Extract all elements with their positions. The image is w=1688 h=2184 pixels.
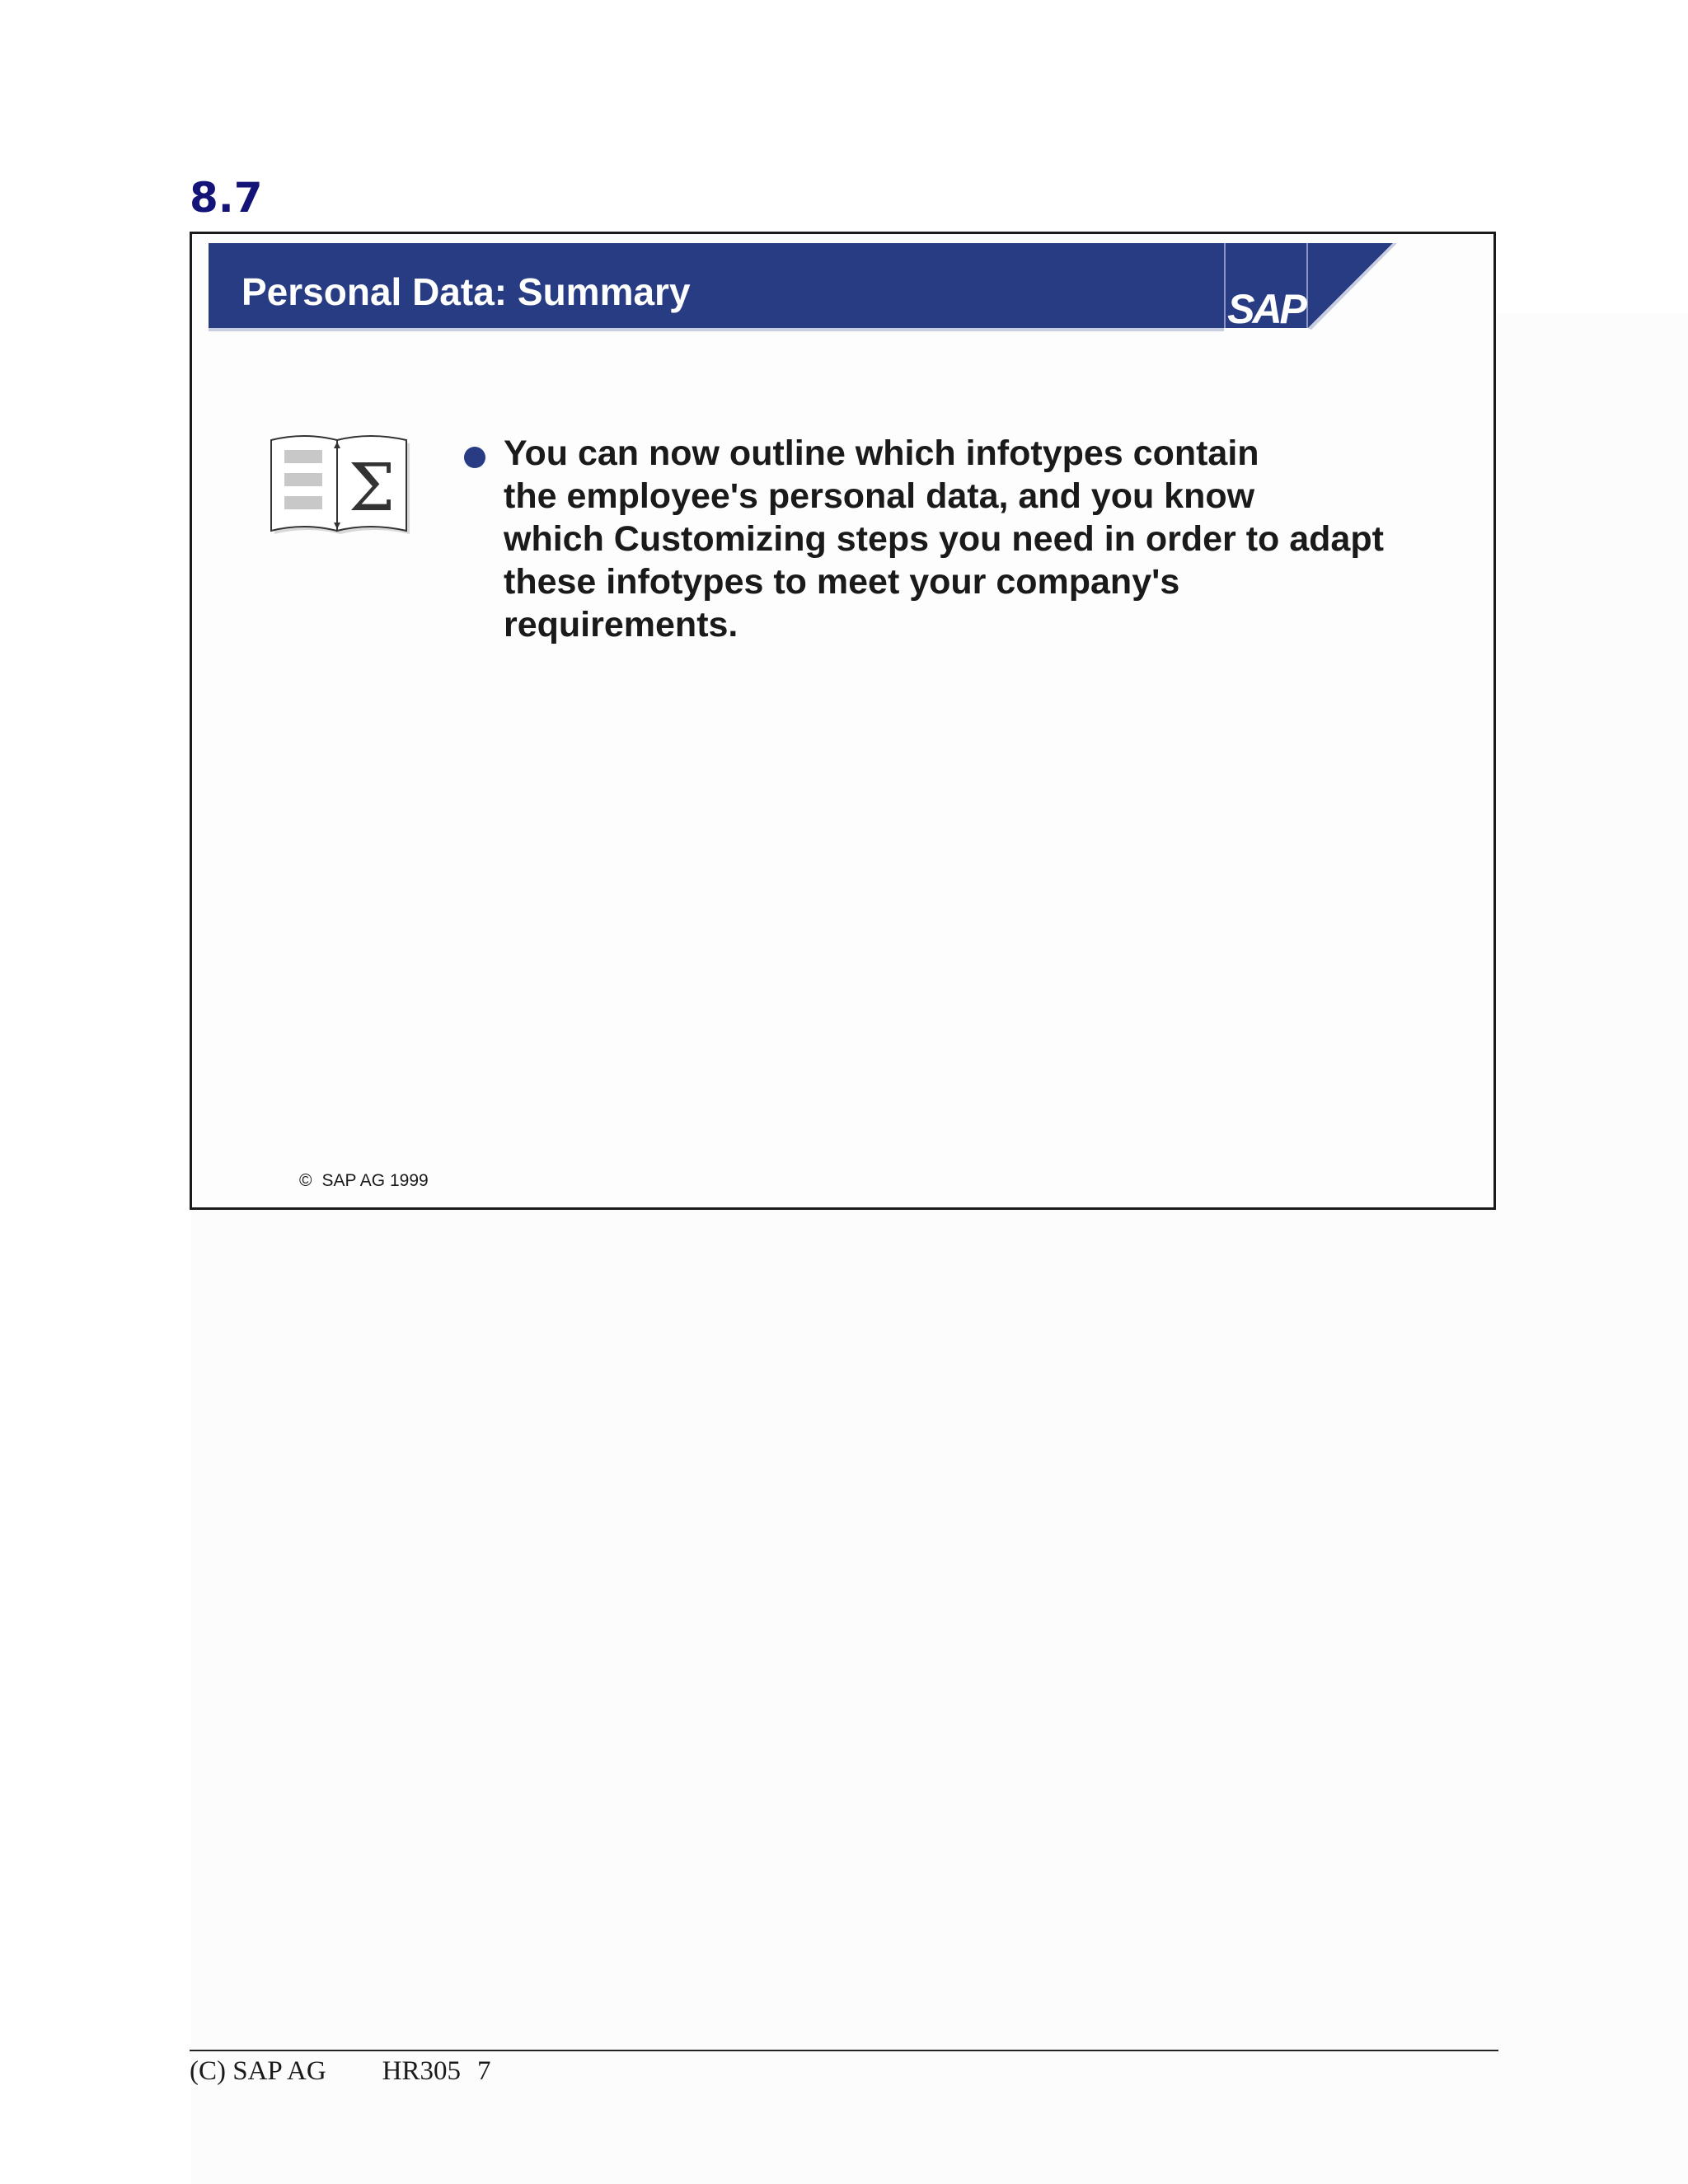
title-bar-shadow bbox=[209, 328, 1224, 331]
bullet-line: these infotypes to meet your company's bbox=[504, 562, 1180, 602]
footer-company: (C) SAP AG bbox=[190, 2056, 326, 2086]
sap-logo bbox=[1224, 243, 1401, 331]
bullet-line: the employee's personal data, and you know bbox=[504, 476, 1255, 516]
copyright-text: SAP AG 1999 bbox=[321, 1171, 429, 1190]
sap-logo-text: SAP bbox=[1227, 286, 1305, 331]
slide-title-bar bbox=[209, 243, 1224, 328]
bullet-line: You can now outline which infotypes contain bbox=[504, 434, 1259, 473]
svg-text:Σ: Σ bbox=[348, 449, 396, 526]
section-number: 8.7 bbox=[190, 174, 263, 222]
page-footer bbox=[190, 2056, 491, 2087]
bullet-line: requirements. bbox=[504, 605, 738, 644]
bullet-dot bbox=[464, 447, 485, 468]
summary-bullet-text bbox=[504, 432, 1427, 646]
footer-page-number: 7 bbox=[477, 2056, 491, 2086]
slide-frame bbox=[190, 232, 1496, 1210]
copyright-symbol: © bbox=[299, 1171, 312, 1190]
slide-title: Personal Data: Summary bbox=[241, 270, 691, 313]
bullet-line: which Customizing steps you need in order to adapt bbox=[504, 519, 1384, 559]
footer-course: HR305 bbox=[382, 2056, 461, 2086]
summary-book-sigma-icon bbox=[265, 432, 417, 535]
footer-divider bbox=[190, 2050, 1498, 2051]
slide-copyright bbox=[299, 1171, 429, 1191]
